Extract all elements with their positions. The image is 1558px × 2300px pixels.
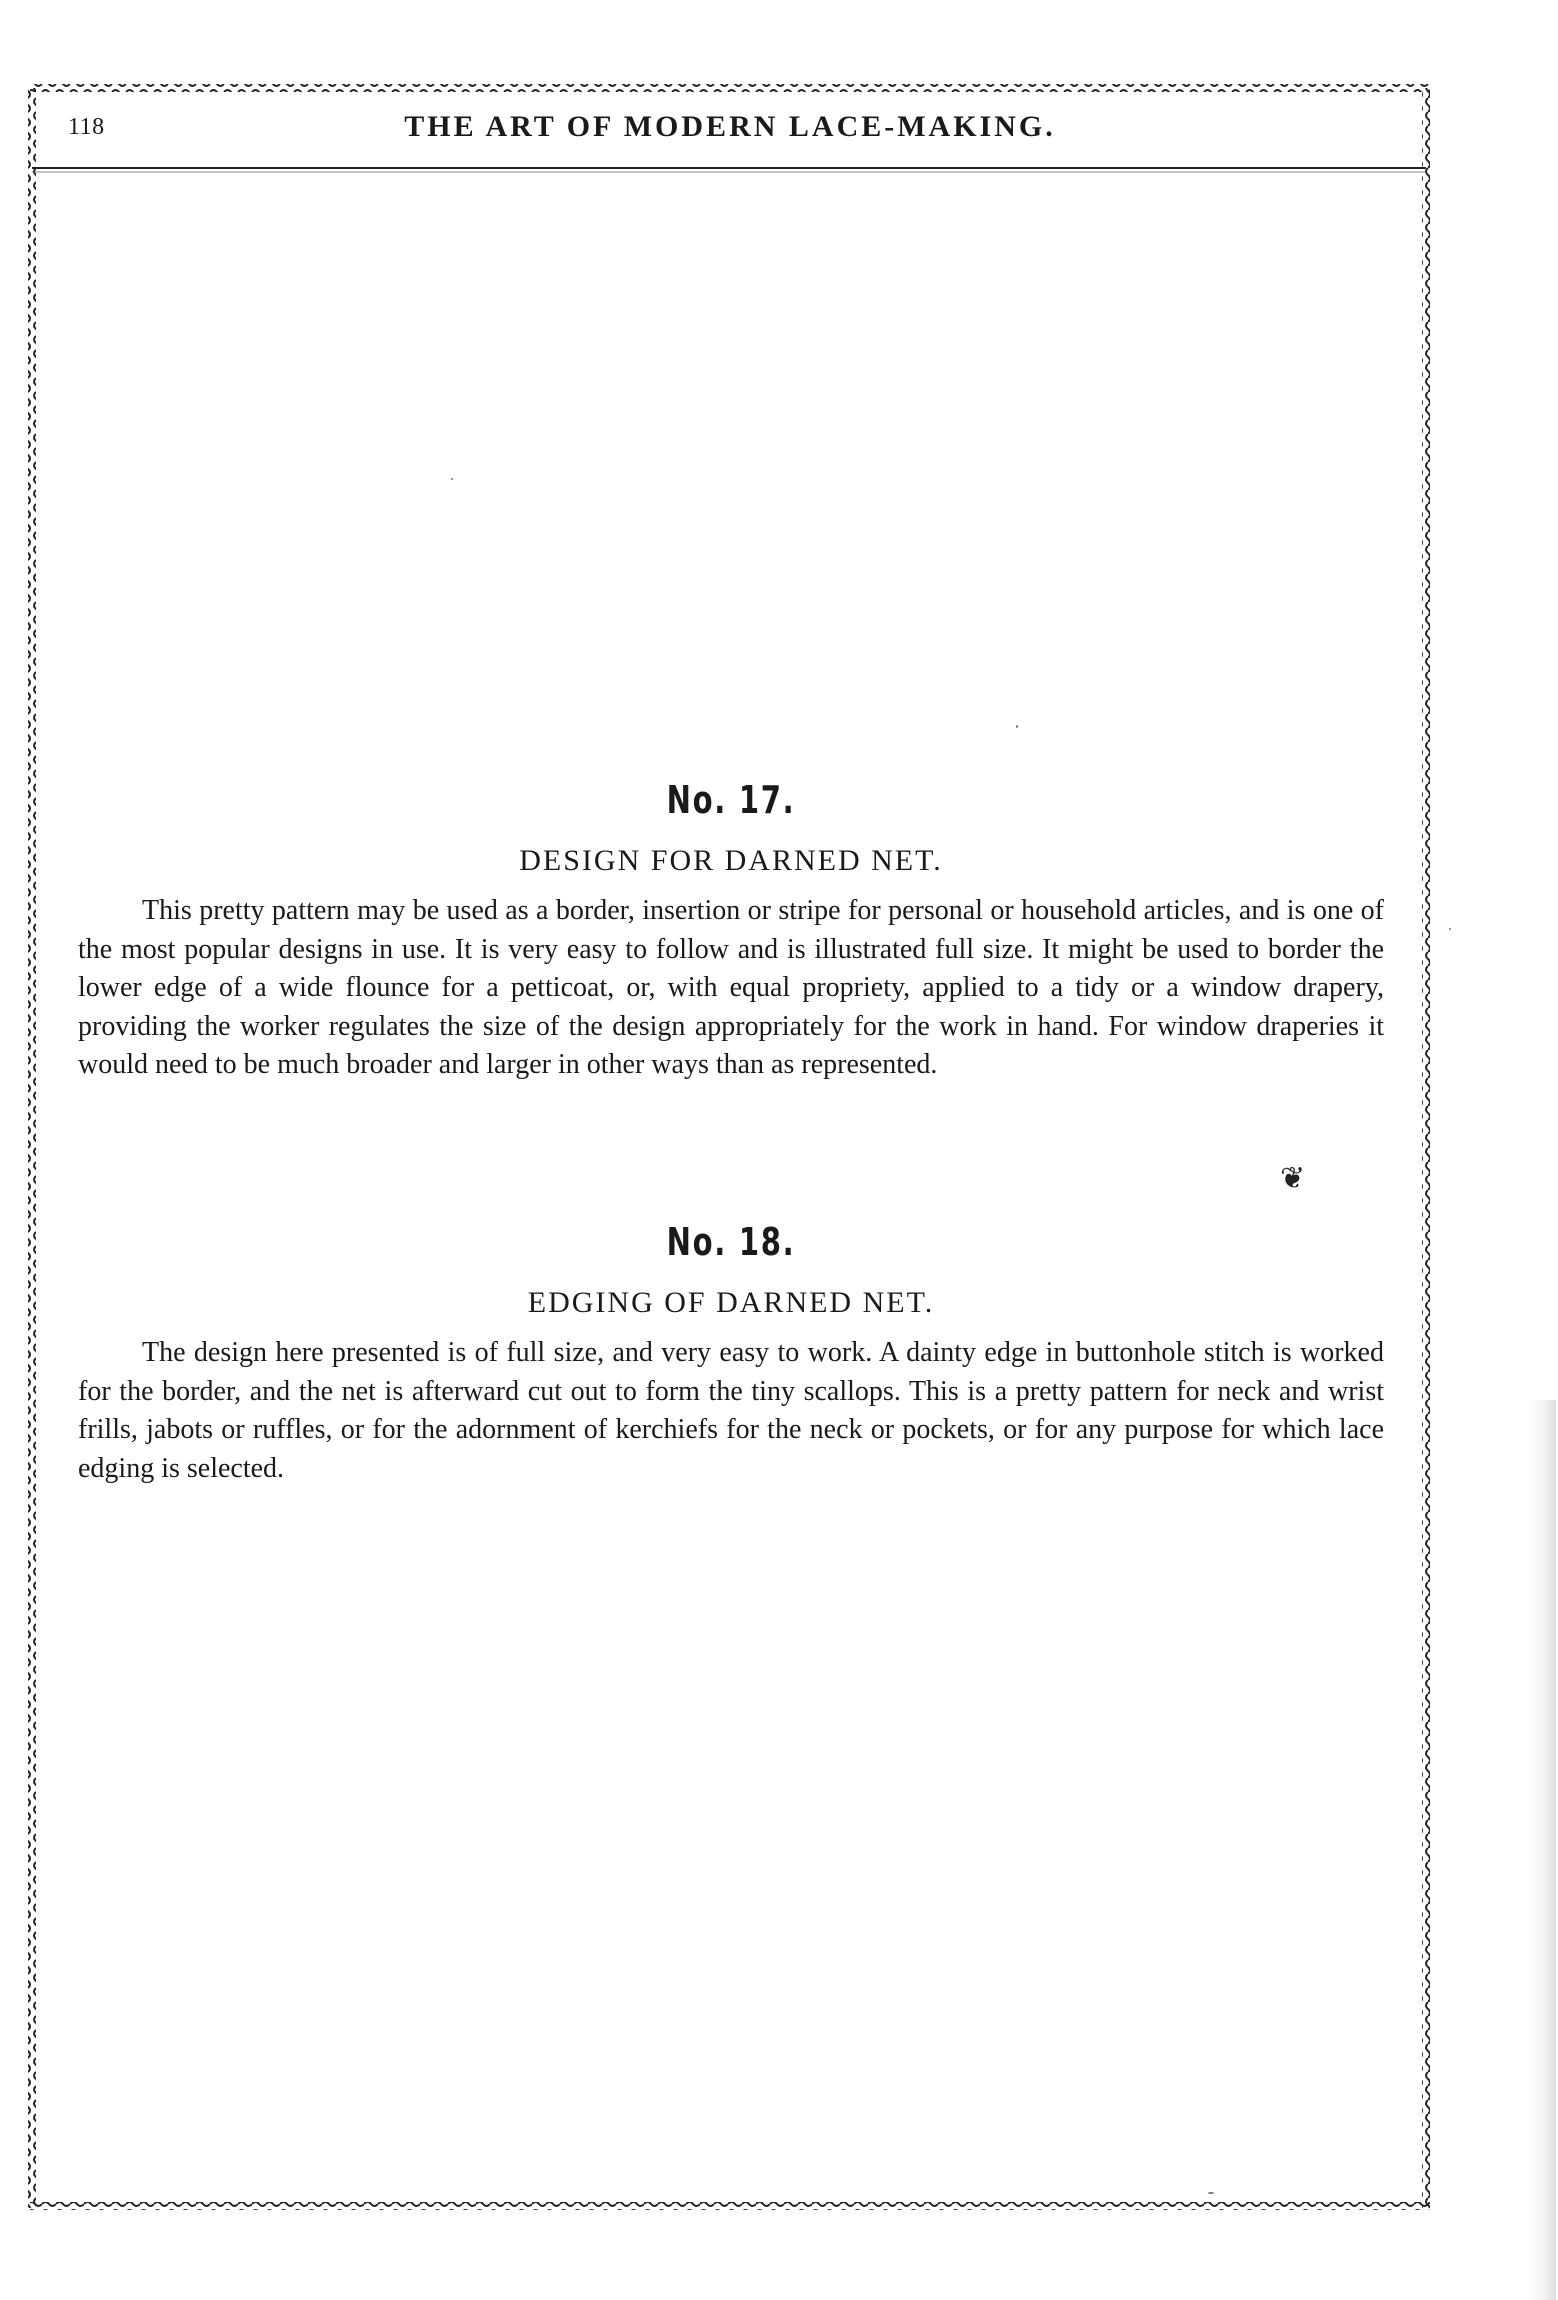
scan-speck (1208, 2192, 1214, 2194)
section-17 (78, 778, 1384, 1085)
page-number: 118 (68, 114, 105, 140)
scan-speck (1016, 725, 1018, 728)
section-title: DESIGN FOR DARNED NET. (519, 844, 943, 877)
fleuron-ornament-icon: ❦ (1280, 1162, 1306, 1195)
frame-bottom-edge (30, 2202, 1430, 2210)
section-body: The design here presented is of full size, and very easy to work. A dainty edge in buttonhole stitch is worked for the border, and the net is afterward cut out to form the tiny scallops. This is a pretty pattern for neck and wrist frills, jabots or ruffles, or for the adornment of kerchiefs for the neck or pockets, or for any purpose for which lace edging is selected. (78, 1337, 1384, 1484)
section-number: No. 17. (666, 778, 796, 822)
scan-speck (1449, 928, 1451, 930)
frame-left-edge (28, 88, 36, 2208)
scan-edge (1528, 1400, 1556, 2300)
section-body: This pretty pattern may be used as a border, insertion or stripe for personal or household articles, and is one of the most popular designs in use. It is very easy to follow and is illustrated full size. It might be used to border the lower edge of a wide flounce for a petticoat, or, with equal propriety, applied to a tidy or a window drapery, providing the worker regulates the size of the design appropriately for the work in hand. For window draperies it would need to be much broader and larger in other ways than as represented. (78, 895, 1384, 1080)
section-number: No. 18. (666, 1220, 796, 1264)
frame-top-edge (30, 84, 1430, 92)
running-title: THE ART OF MODERN LACE-MAKING. (404, 110, 1056, 143)
frame-right-edge (1422, 88, 1430, 2208)
section-18 (78, 1220, 1384, 1488)
section-title: EDGING OF DARNED NET. (527, 1286, 935, 1319)
scan-speck (451, 478, 453, 480)
